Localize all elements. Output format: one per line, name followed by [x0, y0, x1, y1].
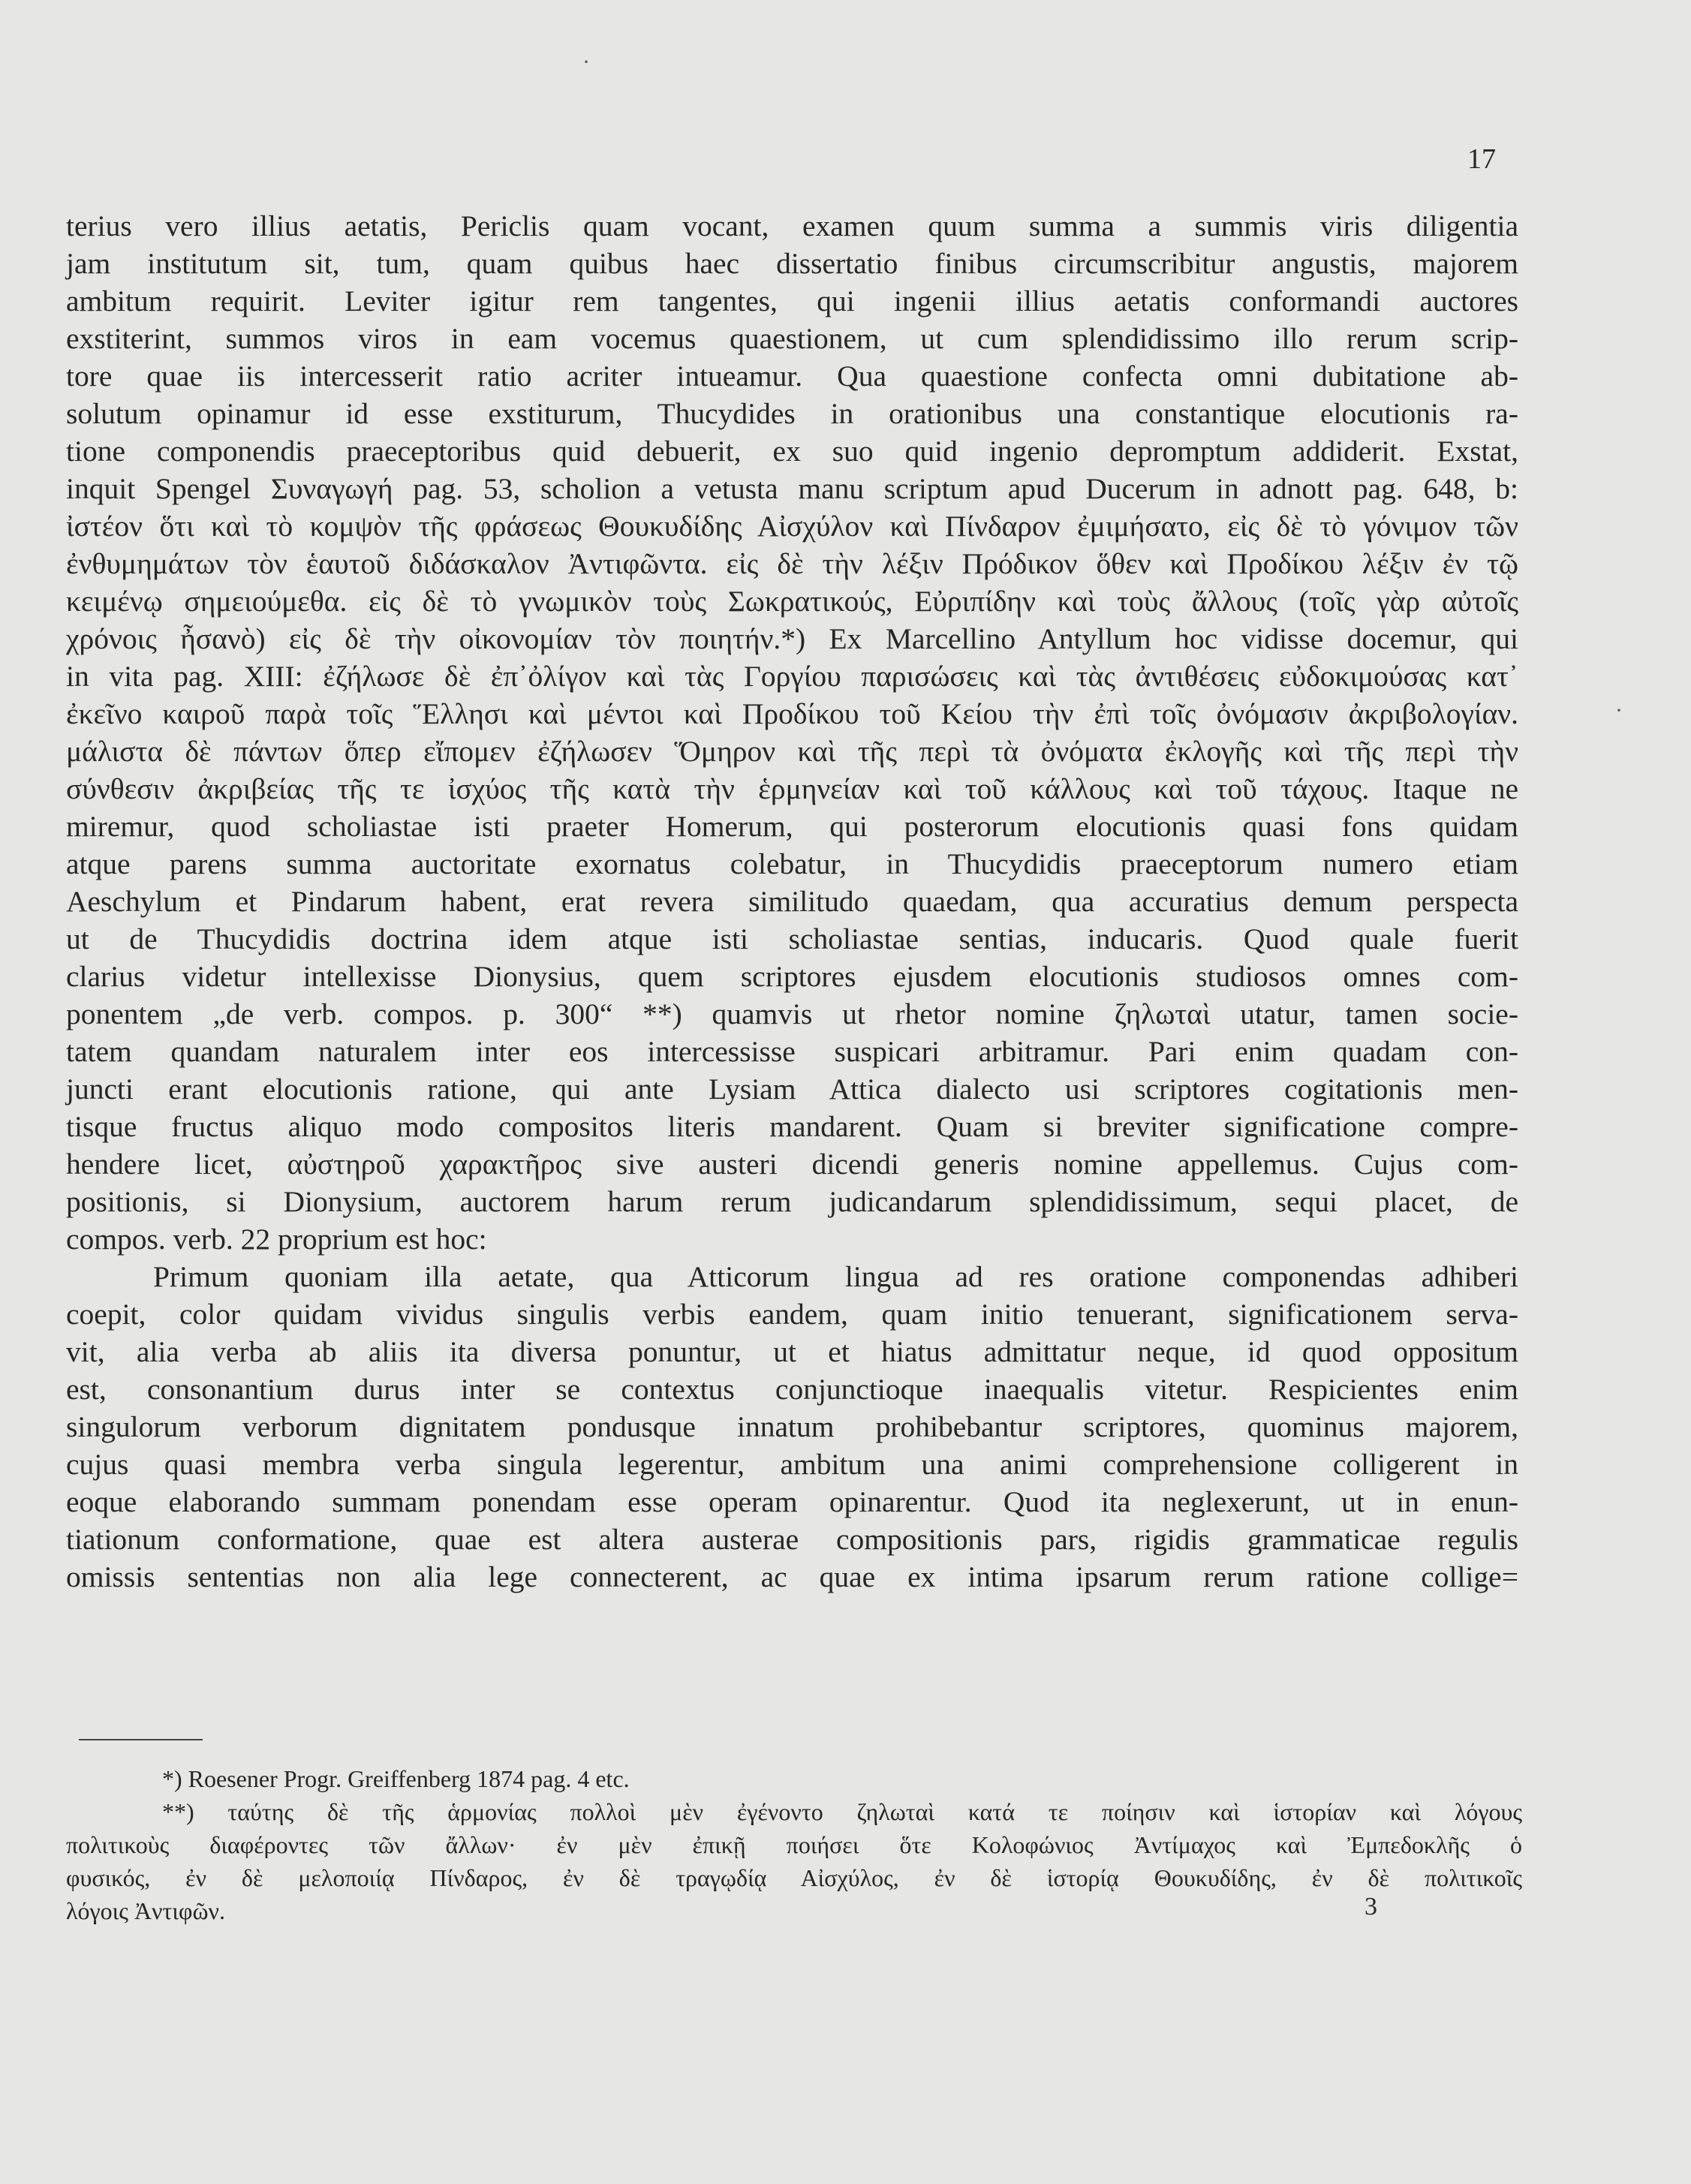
text-line: coepit, color quidam vividus singulis verbis eandem, quam initio tenuerant, significationem serva-	[66, 1298, 1518, 1331]
text-line: miremur, quod scholiastae isti praeter Homerum, qui posterorum elocutionis quasi fons quidam	[66, 810, 1518, 843]
footnote-2-line: φυσικός, ἐν δὲ μελοποιίᾳ Πίνδαρος, ἐν δὲ τραγῳδίᾳ Αἰσχύλος, ἐν δὲ ἱστορίᾳ Θουκυδίδης, ἐν δὲ πολιτικοῖς	[66, 1864, 1522, 1891]
text-line: tisque fructus aliquo modo compositos literis mandarent. Quam si breviter significatione compre-	[66, 1110, 1518, 1143]
text-line-paragraph-start: Primum quoniam illa aetate, qua Atticorum lingua ad res oratione componendas adhiberi	[153, 1260, 1518, 1293]
text-line: atque parens summa auctoritate exornatus colebatur, in Thucydidis praeceptorum numero etiam	[66, 847, 1518, 880]
greek-text-line: ἰστέον ὅτι καὶ τὸ κομψὸν τῆς φράσεως Θουκυδίδης Αἰσχύλον καὶ Πίνδαρον ἐμιμήσατο, εἰς δὲ τὸ γόνιμον τῶν	[66, 510, 1518, 543]
text-line: exstiterint, summos viros in eam vocemus quaestionem, ut cum splendidissimo illo rerum scrip-	[66, 322, 1518, 355]
print-speck: ·	[1615, 698, 1623, 723]
footnotes	[66, 1762, 1522, 1927]
text-line: positionis, si Dionysium, auctorem harum rerum judicandarum splendidissimum, sequi placet, de	[66, 1185, 1518, 1218]
text-line: cujus quasi membra verba singula legerentur, ambitum una animi comprehensione colligerent in	[66, 1448, 1518, 1481]
text-line: omissis sententias non alia lege connecterent, ac quae ex intima ipsarum rerum ratione collige=	[66, 1560, 1518, 1593]
text-line: ambitum requirit. Leviter igitur rem tangentes, qui ingenii illius aetatis conformandi auctores	[66, 284, 1518, 317]
text-line: jam institutum sit, tum, quam quibus haec dissertatio finibus circumscribitur angustis, majorem	[66, 247, 1518, 280]
text-line: in vita pag. XIII: ἐζήλωσε δὲ ἐπ᾽ὀλίγον καὶ τὰς Γοργίου παρισώσεις καὶ τὰς ἀντιθέσεις εὐδοκιμούσας κατ᾽	[66, 660, 1518, 693]
footnote-1: *) Roesener Progr. Greiffenberg 1874 pag. 4 etc.	[162, 1765, 630, 1792]
body-text	[66, 207, 1518, 1596]
text-line: est, consonantium durus inter se contextus conjunctioque inaequalis vitetur. Respicientes enim	[66, 1373, 1518, 1406]
footnote-2-line: πολιτικοὺς διαφέροντες τῶν ἄλλων· ἐν μὲν ἐπικῇ ποιήσει ὅτε Κολοφώνιος Ἀντίμαχος καὶ Ἐμπεδοκλῆς ὁ	[66, 1831, 1522, 1858]
text-line: tiationum conformatione, quae est altera austerae compositionis pars, rigidis grammaticae regulis	[66, 1523, 1518, 1556]
text-line: inquit Spengel Συναγωγή pag. 53, scholion a vetusta manu scriptum apud Ducerum in adnott pag. 648, b:	[66, 472, 1518, 505]
footnote-2-line: λόγοις Ἀντιφῶν.	[66, 1897, 225, 1924]
text-line: tione componendis praeceptoribus quid debuerit, ex suo quid ingenio depromptum addiderit. Exstat,	[66, 435, 1518, 468]
text-line: juncti erant elocutionis ratione, qui ante Lysiam Attica dialecto usi scriptores cogitationis men-	[66, 1072, 1518, 1106]
text-line: ut de Thucydidis doctrina idem atque isti scholiastae sentias, inducaris. Quod quale fuerit	[66, 922, 1518, 955]
text-line: tore quae iis intercesserit ratio acriter intueamur. Qua quaestione confecta omni dubitatione ab-	[66, 359, 1518, 393]
text-line: Aeschylum et Pindarum habent, erat revera similitudo quaedam, qua accuratius demum perspecta	[66, 885, 1518, 918]
text-line: terius vero illius aetatis, Periclis quam vocant, examen quum summa a summis viris diligentia	[66, 209, 1518, 242]
text-line: ponentem „de verb. compos. p. 300“ **) quamvis ut rhetor nomine ζηλωταὶ utatur, tamen socie-	[66, 997, 1518, 1030]
text-line: singulorum verborum dignitatem pondusque innatum prohibebantur scriptores, quominus majorem,	[66, 1410, 1518, 1443]
text-line: vit, alia verba ab aliis ita diversa ponuntur, ut et hiatus admittatur neque, id quod oppositum	[66, 1335, 1518, 1368]
print-speck: ·	[582, 50, 590, 74]
text-line: tatem quandam naturalem inter eos intercessisse suspicari arbitramur. Pari enim quadam con-	[66, 1035, 1518, 1068]
text-line: χρόνοις ἦσανὸ) εἰς δὲ τὴν οἰκονομίαν τὸν ποιητήν.*) Ex Marcellino Antyllum hoc vidisse docemur, qui	[66, 622, 1518, 655]
signature-mark: 3	[1365, 1893, 1377, 1921]
footnote-2: **) ταύτης δὲ τῆς ἁρμονίας πολλοὶ μὲν ἐγένοντο ζηλωταὶ κατά τε ποίησιν καὶ ἱστορίαν καὶ λόγους	[162, 1798, 1522, 1825]
greek-text-line: μάλιστα δὲ πάντων ὅπερ εἴπομεν ἐζήλωσεν Ὅμηρον καὶ τῆς περὶ τὰ ὀνόματα ἐκλογῆς καὶ τῆς περὶ τὴν	[66, 735, 1518, 768]
text-line-paragraph-end: compos. verb. 22 proprium est hoc:	[66, 1223, 487, 1256]
greek-text-line: κειμένῳ σημειούμεθα. εἰς δὲ τὸ γνωμικὸν τοὺς Σωκρατικούς, Εὐριπίδην καὶ τοὺς ἄλλους (τοῖς γὰρ αὐτοῖς	[66, 585, 1518, 618]
text-line: σύνθεσιν ἀκριβείας τῆς τε ἰσχύος τῆς κατὰ τὴν ἑρμηνείαν καὶ τοῦ κάλλους καὶ τοῦ τάχους. Itaque ne	[66, 772, 1518, 805]
text-line: hendere licet, αὐστηροῦ χαρακτῆρος sive austeri dicendi generis nomine appellemus. Cujus com-	[66, 1148, 1518, 1181]
page-number: 17	[1467, 143, 1496, 175]
text-line: solutum opinamur id esse exstiturum, Thucydides in orationibus una constantique elocutionis ra-	[66, 397, 1518, 430]
text-line: clarius videtur intellexisse Dionysius, quem scriptores ejusdem elocutionis studiosos omnes com-	[66, 960, 1518, 993]
footnote-divider	[79, 1739, 203, 1740]
text-line: eoque elaborando summam ponendam esse operam opinarentur. Quod ita neglexerunt, ut in enun-	[66, 1485, 1518, 1518]
greek-text-line: ἐνθυμημάτων τὸν ἑαυτοῦ διδάσκαλον Ἀντιφῶντα. εἰς δὲ τὴν λέξιν Πρόδικον ὅθεν καὶ Προδίκου λέξιν ἐν τῷ	[66, 547, 1518, 580]
greek-text-line: ἐκεῖνο καιροῦ παρὰ τοῖς Ἕλλησι καὶ μέντοι καὶ Προδίκου τοῦ Κείου τὴν ἐπὶ τοῖς ὀνόμασιν ἀκριβολογίαν.	[66, 697, 1518, 730]
